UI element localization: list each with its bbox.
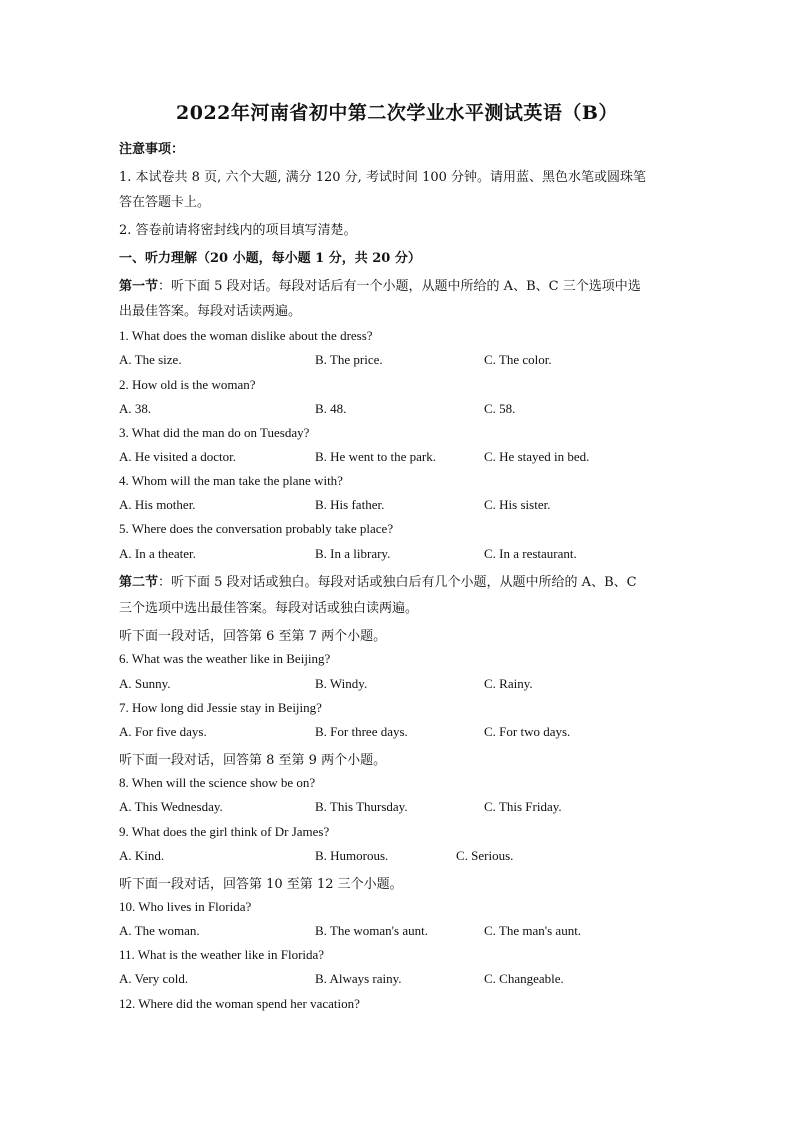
q3-option-c: C. He stayed in bed. [484,449,590,464]
q4-option-a: A. His mother. [119,497,196,512]
question-10: 10. Who lives in Florida? [119,899,252,914]
q2-option-a: A. 38. [119,401,152,416]
q7-option-c: C. For two days. [484,724,571,739]
part-1-intro-line-1 [119,275,641,294]
q11-option-b: B. Always rainy. [315,971,402,986]
part-2-text: ：听下面 5 段对话或独白。每段对话或独白后有几个小题，从题中所给的 A、B、C [158,575,637,590]
question-11: 11. What is the weather like in Florida? [119,947,325,962]
part-2-label: 第二节 [119,575,159,590]
question-12: 12. Where did the woman spend her vacation? [119,996,360,1011]
part-2-intro-line-1 [119,571,637,590]
q1-option-a: A. The size. [119,352,182,367]
instruction-10-12: 听下面一段对话，回答第 10 至第 12 三个小题。 [119,877,403,892]
q11-option-c: C. Changeable. [484,971,564,986]
q10-option-a: A. The woman. [119,923,200,938]
notice-heading: 注意事项： [119,142,185,157]
q9-option-c: C. Serious. [456,848,514,863]
question-7: 7. How long did Jessie stay in Beijing? [119,700,322,715]
question-6: 6. What was the weather like in Beijing? [119,651,331,666]
q1-option-c: C. The color. [484,352,552,367]
part-1-label: 第一节 [119,279,159,294]
section-1-heading: 一、听力理解（20 小题，每小题 1 分，共 20 分） [119,251,421,266]
q2-option-b: B. 48. [315,401,347,416]
q11-option-a: A. Very cold. [119,971,189,986]
q10-option-c: C. The man's aunt. [484,923,582,938]
question-9: 9. What does the girl think of Dr James? [119,824,330,839]
question-5: 5. Where does the conversation probably take place? [119,521,394,536]
part-2-intro-line-2: 三个选项中选出最佳答案。每段对话或独白读两遍。 [119,601,419,616]
instruction-6-7: 听下面一段对话，回答第 6 至第 7 两个小题。 [119,629,387,644]
q8-option-a: A. This Wednesday. [119,799,223,814]
q6-option-b: B. Windy. [315,676,368,691]
q6-option-a: A. Sunny. [119,676,171,691]
q6-option-c: C. Rainy. [484,676,533,691]
notice-item-2: 2. 答卷前请将密封线内的项目填写清楚。 [119,223,357,238]
q7-option-a: A. For five days. [119,724,207,739]
q5-option-b: B. In a library. [315,546,391,561]
question-2: 2. How old is the woman? [119,377,256,392]
q3-option-b: B. He went to the park. [315,449,436,464]
part-1-text: ：听下面 5 段对话。每段对话后有一个小题，从题中所给的 A、B、C 三个选项中选 [158,279,641,294]
q4-option-c: C. His sister. [484,497,551,512]
q4-option-b: B. His father. [315,497,385,512]
q5-option-a: A. In a theater. [119,546,196,561]
question-8: 8. When will the science show be on? [119,775,316,790]
q8-option-c: C. This Friday. [484,799,562,814]
part-1-intro-line-2: 出最佳答案。每段对话读两遍。 [119,304,302,319]
notice-item-1-line-1: 1. 本试卷共 8 页, 六个大题, 满分 120 分, 考试时间 100 分钟。请用蓝、黑色水笔或圆珠笔 [119,170,647,185]
question-1: 1. What does the woman dislike about the dress? [119,328,373,343]
question-3: 3. What did the man do on Tuesday? [119,425,310,440]
q7-option-b: B. For three days. [315,724,408,739]
q10-option-b: B. The woman's aunt. [315,923,428,938]
q8-option-b: B. This Thursday. [315,799,408,814]
page-title: 2022年河南省初中第二次学业水平测试英语（B） [176,102,618,124]
q1-option-b: B. The price. [315,352,383,367]
q9-option-a: A. Kind. [119,848,165,863]
instruction-8-9: 听下面一段对话，回答第 8 至第 9 两个小题。 [119,753,387,768]
q3-option-a: A. He visited a doctor. [119,449,236,464]
q5-option-c: C. In a restaurant. [484,546,577,561]
notice-item-1-line-2: 答在答题卡上。 [119,195,211,210]
question-4: 4. Whom will the man take the plane with? [119,473,343,488]
q9-option-b: B. Humorous. [315,848,389,863]
q2-option-c: C. 58. [484,401,516,416]
